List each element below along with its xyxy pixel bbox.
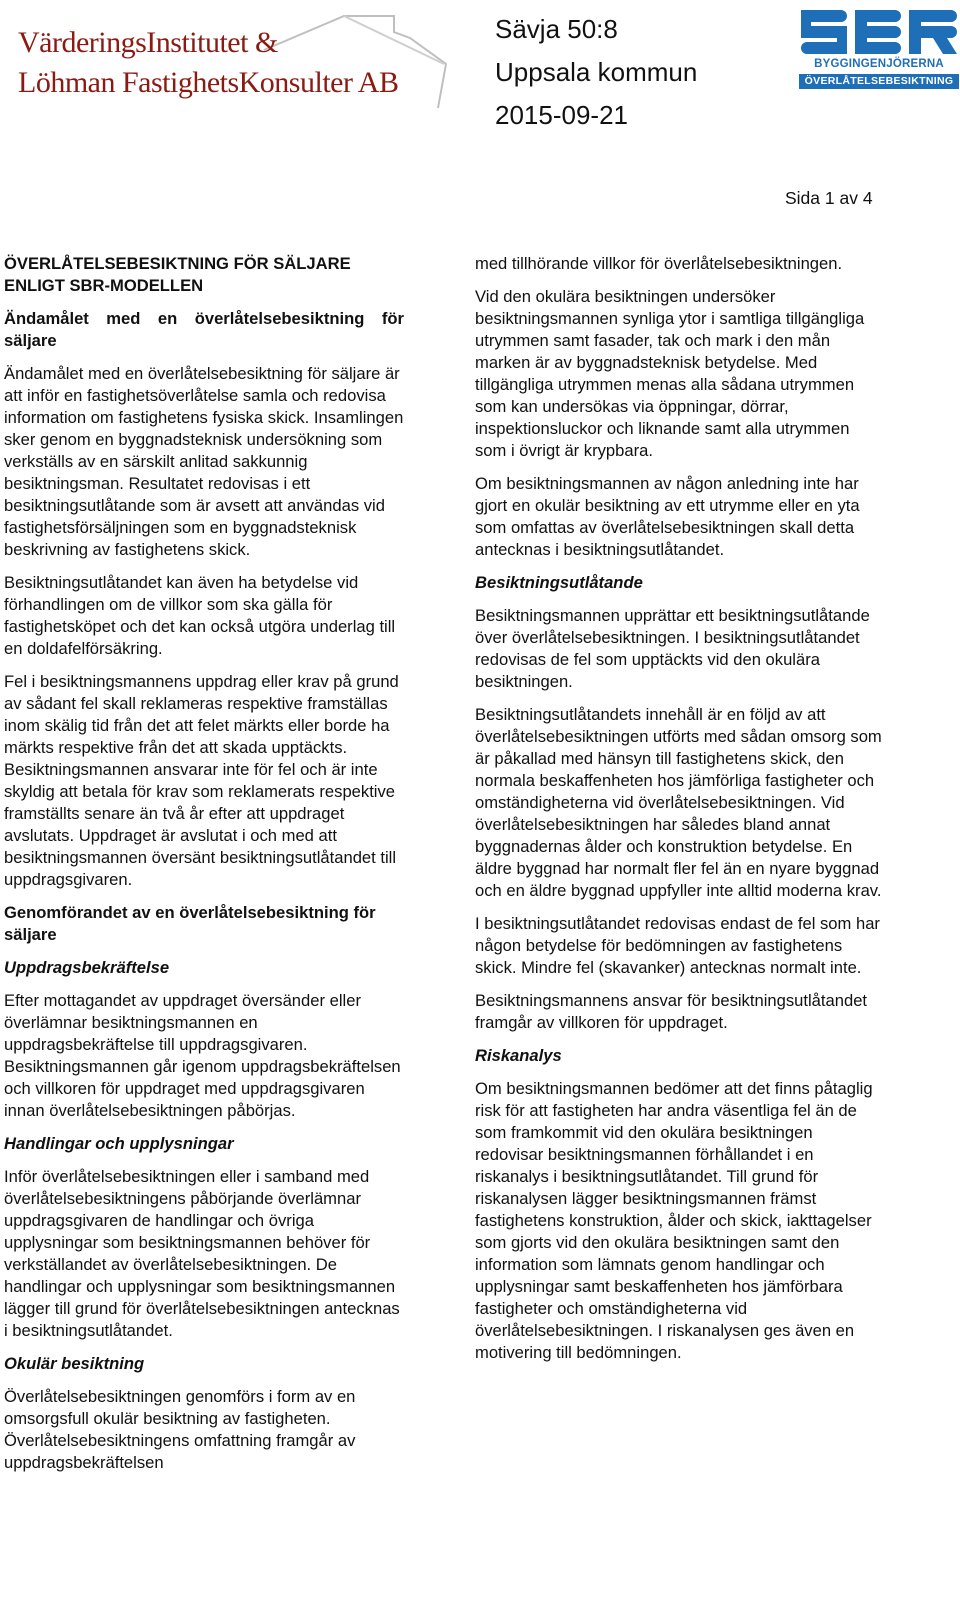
- paragraph: Om besiktningsmannen bedömer att det finns påtaglig risk för att fastigheten har andra väsentliga fel än de som framkommit vid den okulära besiktningen redovisar besiktningsmannen förhållandet i en riskanalys i besiktningsutlåtandet. Till grund för riskanalysen lägger besiktningsmannen främst fastighetens konstruktion, ålder och skick, iakttagelser som gjorts vid den okulära besiktningen samt den information som lämnats genom handlingar och upplysningar samt beskaffenheten hos jämförbara fastigheter och omständigheterna vid överlåtelsebesiktningen. I riskanalysen ges även en motivering till bedömningen.: [475, 1079, 873, 1362]
- paragraph: Överlåtelsebesiktningen genomförs i form av en omsorgsfull okulär besiktning av fastigheten. Överlåtelsebesiktningens omfattning framgår av uppdragsbekräftelsen: [4, 1387, 356, 1472]
- paragraph: Ändamålet med en överlåtelsebesiktning för säljare är att inför en fastighetsöverlåtelse samla och redovisa information om fastighetens fysiska skick. Insamlingen sker genom en byggnadsteknisk undersökning som verkställs av en särskilt anlitad sakkunnig besiktningsman. Resultatet redovisas i ett besiktningsutlåtande som är avsett att användas vid fastighetsförsäljningen som en byggnadsteknisk beskrivning av fastighetens skick.: [4, 364, 404, 559]
- sbr-logo: [799, 8, 959, 92]
- right-column: [475, 253, 885, 1375]
- company-logo: [14, 10, 454, 110]
- paragraph: Besiktningsutlåtandets innehåll är en följd av att överlåtelsebesiktningen utförts med sådan omsorg som är påkallad med hänsyn till fastighetens skick, den normala beskaffenheten hos jämförliga fastigheter och omständigheterna vid överlåtelsebesiktningen. Vid överlåtelsebesiktningen har således bland annat byggnadernas ålder och konstruktion betydelse. En äldre byggnad har normalt fler fel än en nyare byggnad och en äldre byggnad uppfyller inte alltid moderna krav.: [475, 705, 882, 900]
- paragraph: Vid den okulära besiktningen undersöker besiktningsmannen synliga ytor i samtliga tillgängliga utrymmen samt fasader, tak och mark i den mån marken är av byggnadsteknisk betydelse. Med tillgängliga utrymmen menas alla sådana utrymmen som kan undersökas via öppningar, dörrar, inspektionsluckor och liknande samt alla utrymmen som i övrigt är krypbara.: [475, 287, 865, 460]
- paragraph: Besiktningsmannen upprättar ett besiktningsutlåtande över överlåtelsebesiktningen. I besiktningsutlåtandet redovisas de fel som upptäckts vid den okulära besiktningen.: [475, 606, 870, 691]
- document-title: ÖVERLÅTELSEBESIKTNING FÖR SÄLJARE ENLIGT SBR-MODELLEN: [4, 254, 351, 295]
- subheading-confirmation: Uppdragsbekräftelse: [4, 958, 170, 977]
- page-number: Sida 1 av 4: [785, 188, 873, 208]
- company-name-line1: VärderingsInstitutet &: [18, 26, 278, 59]
- paragraph: I besiktningsutlåtandet redovisas endast de fel som har någon betydelse för bedömningen av fastighetens skick. Mindre fel (skavanker) antecknas normalt inte.: [475, 914, 880, 977]
- paragraph: Efter mottagandet av uppdraget översänder eller överlämnar besiktningsmannen en uppdragsbekräftelse till uppdragsgivaren. Besiktningsmannen går igenom uppdragsbekräftelsen och villkoren för uppdraget med uppdragsgivaren innan överlåtelsebesiktningen påbörjas.: [4, 991, 401, 1120]
- section-heading-purpose: Ändamålet med en överlåtelsebesiktning för säljare: [4, 309, 404, 350]
- report-date: 2015-09-21: [495, 100, 628, 130]
- subheading-risk-analysis: Riskanalys: [475, 1046, 562, 1065]
- company-name-line2: Löhman FastighetsKonsulter AB: [18, 66, 399, 99]
- paragraph: Besiktningsmannens ansvar för besiktningsutlåtandet framgår av villkoren för uppdraget.: [475, 991, 868, 1032]
- subheading-visual-inspection: Okulär besiktning: [4, 1354, 145, 1373]
- left-column: [4, 253, 404, 1485]
- paragraph: Fel i besiktningsmannens uppdrag eller krav på grund av sådant fel skall reklameras respektive framställas inom skälig tid från det att felet märkts eller borde ha märkts respektive från det att skada upptäckts. Besiktningsmannen ansvarar inte för fel och är inte skyldig att betala för krav som reklamerats respektive framställts senare än två år efter att uppdraget avslutats. Uppdraget är avslutat i och med att besiktningsmannen översänt besiktningsutlåtandet till uppdragsgivaren.: [4, 672, 399, 889]
- subheading-documents: Handlingar och upplysningar: [4, 1134, 234, 1153]
- municipality: Uppsala kommun: [495, 57, 698, 87]
- section-heading-execution: Genomförandet av en överlåtelsebesiktning för säljare: [4, 903, 376, 944]
- sbr-department: ÖVERLÅTELSEBESIKTNING: [799, 74, 959, 89]
- sbr-letters-icon: [799, 8, 959, 56]
- property-info: [495, 8, 697, 137]
- property-designation: Sävja 50:8: [495, 14, 618, 44]
- sbr-org-name: BYGGINGENJÖRERNA: [814, 58, 944, 70]
- paragraph: med tillhörande villkor för överlåtelsebesiktningen.: [475, 254, 843, 273]
- paragraph: Inför överlåtelsebesiktningen eller i samband med överlåtelsebesiktningens påbörjande överlämnar uppdragsgivaren de handlingar och övriga upplysningar som besiktningsmannen behöver för verkställandet av överlåtelsebesiktningen. De handlingar och upplysningar som besiktningsmannen lägger till grund för överlåtelsebesiktningen antecknas i besiktningsutlåtandet.: [4, 1167, 400, 1340]
- subheading-report: Besiktningsutlåtande: [475, 573, 643, 592]
- paragraph: Besiktningsutlåtandet kan även ha betydelse vid förhandlingen om de villkor som ska gälla för fastighetsköpet och det kan också utgöra underlag till en doldafelförsäkring.: [4, 573, 396, 658]
- paragraph: Om besiktningsmannen av någon anledning inte har gjort en okulär besiktning av ett utrymme eller en yta som omfattas av överlåtelsebesiktningen skall detta antecknas i besiktningsutlåtandet.: [475, 474, 860, 559]
